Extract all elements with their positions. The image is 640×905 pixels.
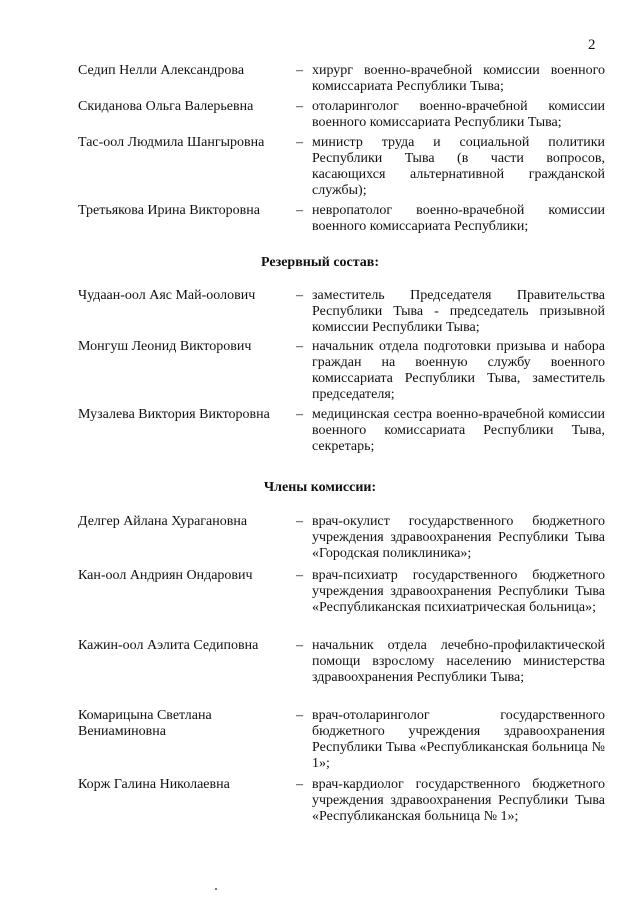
dash: – — [296, 514, 303, 529]
member-entry — [78, 708, 608, 772]
scan-speck — [215, 888, 217, 890]
member-name: Скиданова Ольга Валерьевна — [78, 99, 254, 114]
member-name: Тас-оол Людмила Шангыровна — [78, 135, 265, 150]
member-role: невропатолог военно-врачебной комиссии военного комиссариата Республики; — [312, 203, 605, 234]
member-role: врач-психиатр государственного бюджетного учреждения здравоохранения Республики Тыва «Республиканская психиатрическая больница»; — [312, 568, 605, 615]
member-entry — [78, 514, 608, 562]
dash: – — [296, 288, 303, 303]
member-role: начальник отдела лечебно-профилактической помощи взрослому населению министерства здравоохранения Республики Тыва; — [312, 638, 605, 685]
member-entry — [78, 135, 608, 199]
dash: – — [296, 339, 303, 354]
member-entry — [78, 638, 608, 686]
dash: – — [296, 708, 303, 723]
page-number: 2 — [588, 37, 596, 53]
member-entry — [78, 99, 608, 131]
member-role: врач-отоларинголог государственного бюджетного учреждения здравоохранения Республики Тыва «Республиканская больница № 1»; — [312, 708, 605, 771]
member-name: Седип Нелли Александрова — [78, 63, 245, 78]
member-entry — [78, 63, 608, 95]
dash: – — [296, 568, 303, 583]
dash: – — [296, 638, 303, 653]
members-heading: Члены комиссии: — [263, 480, 377, 495]
member-name: Комарицына Светлана Вениаминовна — [78, 708, 212, 739]
reserve-entry — [78, 288, 608, 336]
dash: – — [296, 63, 303, 78]
member-name: Третьякова Ирина Викторовна — [78, 203, 260, 218]
member-role: врач-кардиолог государственного бюджетного учреждения здравоохранения Республики Тыва «Республиканская больница № 1»; — [312, 777, 605, 824]
member-name: Кан-оол Андриян Ондарович — [78, 568, 253, 583]
dash: – — [296, 777, 303, 792]
member-role: министр труда и социальной политики Республики Тыва (в части вопросов, касающихся альтернативной гражданской службы); — [312, 135, 605, 198]
dash: – — [296, 135, 303, 150]
member-role: заместитель Председателя Правительства Республики Тыва - председатель призывной комиссии Республики Тыва; — [312, 288, 605, 335]
member-role: хирург военно-врачебной комиссии военного комиссариата Республики Тыва; — [312, 63, 605, 94]
reserve-heading: Резервный состав: — [260, 255, 380, 270]
member-entry — [78, 777, 608, 825]
member-name: Делгер Айлана Хурагановна — [78, 514, 248, 529]
member-entry — [78, 568, 608, 616]
member-entry — [78, 203, 608, 235]
dash: – — [296, 203, 303, 218]
reserve-entry — [78, 339, 608, 403]
member-role: врач-окулист государственного бюджетного учреждения здравоохранения Республики Тыва «Городская поликлиника»; — [312, 514, 605, 561]
member-role: медицинская сестра военно-врачебной комиссии военного комиссариата Республики Тыва, секретарь; — [312, 407, 605, 454]
member-name: Монгуш Леонид Викторович — [78, 339, 252, 354]
dash: – — [296, 99, 303, 114]
member-name: Кажин-оол Аэлита Седиповна — [78, 638, 259, 653]
member-role: отоларинголог военно-врачебной комиссии военного комиссариата Республики Тыва; — [312, 99, 605, 130]
member-name: Корж Галина Николаевна — [78, 777, 230, 792]
reserve-entry — [78, 407, 608, 455]
member-name: Чудаан-оол Аяс Май-оолович — [78, 288, 256, 303]
dash: – — [296, 407, 303, 422]
member-name: Музалева Виктория Викторовна — [78, 407, 270, 422]
member-role: начальник отдела подготовки призыва и набора граждан на военную службу военного комиссариата Республики Тыва, заместитель председателя; — [312, 339, 605, 402]
